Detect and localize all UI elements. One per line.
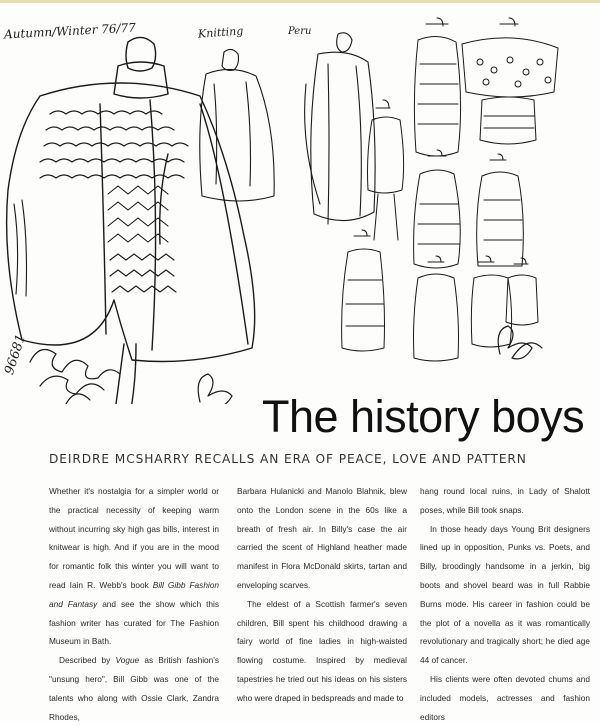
page-top-edge: [0, 0, 600, 3]
sketch-figure-peru-long-gown: [305, 33, 376, 224]
paragraph: Described by Vogue as British fashion's "unsung hero", Bill Gibb was one of the talents who along with Ossie Clark, Zandra Rhodes,: [49, 655, 220, 722]
article-subtitle: DEIRDRE MCSHARRY RECALLS AN ERA OF PEACE, LOVE AND PATTERN: [49, 452, 527, 466]
sketch-figure-peru-tunic: [414, 18, 460, 156]
article-column-3: [420, 482, 590, 726]
sketch-illustration: [0, 4, 600, 404]
sketch-annotation-season: Autumn/Winter 76/77: [3, 20, 137, 42]
sketch-figure-knit-cape: [200, 49, 274, 201]
paragraph: Whether it's nostalgia for a simpler world or the practical necessity of keeping warm without incurring sky high gas bills, interest in knitwear is high. And if you are in the mood for romantic folk this winter you will want to read Iain R. Webb's book Bill Gibb Fashion and Fantasy and see the show which this fashion writer has curated for The Fashion Museum in Bath.: [49, 486, 220, 647]
fashion-sketches: [0, 4, 600, 404]
magazine-name: Vogue: [115, 655, 140, 666]
paragraph: The eldest of a Scottish farmer's seven children, Bill spent his childhood drawing a fairy world of fine ladies in high-waisted flowing costume. Inspired by medieval tapestries he tried out his ideas on his sisters who were draped in bedspreads and made to: [237, 598, 407, 703]
article-title: The history boys: [262, 391, 585, 442]
sketch-figure-peru-row-3: [342, 230, 538, 361]
sketch-annotation-number: 96681: [2, 332, 30, 377]
book-title: Bill Gibb Fashion and Fantasy: [49, 579, 220, 609]
sketch-annotation-knitting: Knitting: [197, 24, 244, 41]
sketch-annotation-peru: Peru: [288, 26, 312, 37]
paragraph: His clients were often devoted chums and included models, actresses and fashion editors: [420, 673, 590, 722]
paragraph: hang round local ruins, in Lady of Shalott poses, while Bill took snaps.: [420, 486, 590, 515]
article-column-2: [237, 482, 407, 708]
paragraph: In those heady days Young Brit designers lined up in opposition, Punks vs. Poets, and Billy, broodingly handsome in a jerkin, big boots and shovel beard was in full Rabbie Burns mode. His career in fashion could be the plot of a novella as it was romantically revolutionary and tragically short; he died age 44 of cancer.: [420, 523, 590, 666]
article-column-1: [49, 482, 219, 726]
paragraph: Barbara Hulanicki and Manolo Blahnik, blew onto the London scene in the 60s like a breath of fresh air. In Billy's case the air carried the scent of Highland heather made manifest in Flora McDonald skirts, tartan and enveloping scarves.: [237, 486, 407, 590]
sketch-figure-peru-row-2: [414, 150, 524, 268]
sketch-figure-peru-small-1: [368, 100, 404, 240]
sketch-figure-peru-patterned: [462, 18, 558, 144]
